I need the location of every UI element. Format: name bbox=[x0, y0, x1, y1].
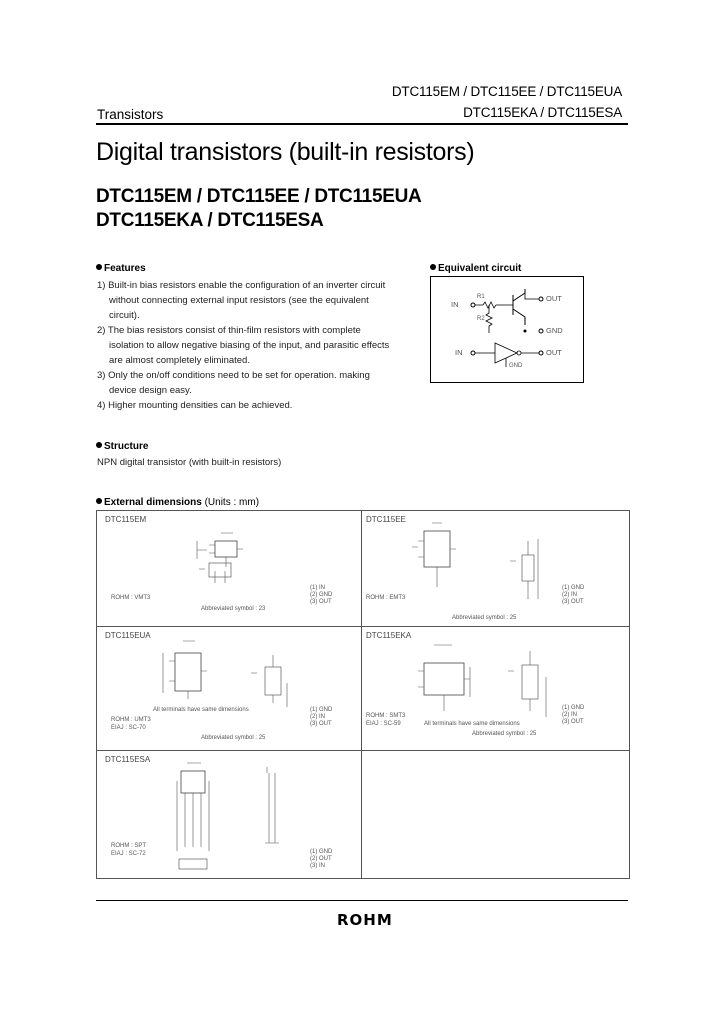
cell-pin-2: (2) GND bbox=[310, 592, 333, 598]
cell-pin-3: (3) OUT bbox=[562, 599, 584, 605]
dimension-cell-dtc115esa bbox=[97, 751, 361, 878]
feature-item: 4) Higher mounting densities can be achieved. bbox=[97, 400, 293, 411]
cell-package: ROHM : EMT3 bbox=[366, 595, 406, 601]
cell-eiaj: EIAJ : SC-59 bbox=[366, 721, 401, 727]
bullet-icon bbox=[96, 264, 102, 270]
category-label: Transistors bbox=[97, 107, 164, 122]
cell-pin-1: (1) GND bbox=[310, 849, 333, 855]
dimension-cell-dtc115em bbox=[97, 511, 361, 626]
cell-pin-2: (2) IN bbox=[562, 592, 577, 598]
part-numbers-line2: DTC115EKA / DTC115ESA bbox=[463, 105, 622, 120]
footer-rule bbox=[96, 900, 628, 901]
feature-item: 3) Only the on/off conditions need to be set for operation. making device design easy. bbox=[97, 370, 370, 396]
feature-item: 1) Built-in bias resistors enable the configuration of an inverter circuit without connecting external input resistors (see the equivalent circuit). bbox=[97, 280, 386, 321]
bullet-icon bbox=[96, 498, 102, 504]
circuit-label-gnd-inverter: GND bbox=[509, 363, 523, 369]
package-drawing-emt3 bbox=[362, 511, 629, 626]
structure-heading: Structure bbox=[96, 441, 148, 452]
dimensions-grid bbox=[96, 510, 630, 879]
cell-abbrev-symbol: Abbreviated symbol : 25 bbox=[472, 731, 537, 737]
cell-pin-1: (1) GND bbox=[562, 585, 585, 591]
circuit-label-out: OUT bbox=[546, 294, 562, 303]
features-heading: Features bbox=[96, 263, 146, 274]
page-title: Digital transistors (built-in resistors) bbox=[96, 138, 475, 166]
cell-pin-2: (2) IN bbox=[310, 714, 325, 720]
rohm-logo: ROHM bbox=[337, 911, 393, 929]
cell-pin-3: (3) OUT bbox=[562, 719, 584, 725]
header-rule bbox=[96, 123, 628, 125]
feature-item: 2) The bias resistors consist of thin-film resistors with complete isolation to allow negative biasing of the input, and parasitic effects are almost completely eliminated. bbox=[97, 325, 390, 366]
cell-eiaj: EIAJ : SC-70 bbox=[111, 725, 146, 731]
cell-pin-2: (2) OUT bbox=[310, 856, 332, 862]
circuit-label-in-inverter: IN bbox=[455, 348, 463, 357]
cell-eiaj: EIAJ : SC-72 bbox=[111, 851, 146, 857]
cell-note: All terminals have same dimensions bbox=[153, 707, 249, 713]
circuit-label-r2: R2 bbox=[477, 316, 485, 322]
cell-package: ROHM : SMT3 bbox=[366, 713, 406, 719]
dimension-cell-dtc115eka bbox=[362, 627, 629, 750]
cell-abbrev-symbol: Abbreviated symbol : 25 bbox=[452, 615, 517, 621]
circuit-label-gnd: GND bbox=[546, 326, 563, 335]
bullet-icon bbox=[96, 442, 102, 448]
cell-pin-3: (3) OUT bbox=[310, 721, 332, 727]
cell-pin-1: (1) GND bbox=[562, 705, 585, 711]
cell-part-name: DTC115ESA bbox=[105, 755, 151, 764]
features-list bbox=[97, 278, 397, 413]
equivalent-circuit-diagram bbox=[430, 276, 584, 383]
structure-text: NPN digital transistor (with built-in resistors) bbox=[97, 457, 282, 468]
cell-part-name: DTC115EUA bbox=[105, 631, 151, 640]
cell-package: ROHM : SPT bbox=[111, 843, 147, 849]
cell-note: All terminals have same dimensions bbox=[424, 721, 520, 727]
cell-part-name: DTC115EM bbox=[105, 515, 147, 524]
part-numbers-line1: DTC115EM / DTC115EE / DTC115EUA bbox=[391, 84, 622, 99]
cell-abbrev-symbol: Abbreviated symbol : 25 bbox=[201, 735, 266, 741]
circuit-label-in: IN bbox=[451, 300, 459, 309]
cell-pin-3: (3) IN bbox=[310, 863, 325, 869]
cell-part-name: DTC115EE bbox=[366, 515, 406, 524]
cell-pin-3: (3) OUT bbox=[310, 599, 332, 605]
equivalent-circuit-heading: Equivalent circuit bbox=[430, 263, 521, 274]
cell-pin-1: (1) IN bbox=[310, 585, 325, 591]
cell-pin-2: (2) IN bbox=[562, 712, 577, 718]
dimensions-heading: External dimensions (Units : mm) bbox=[96, 497, 259, 508]
cell-package: ROHM : VMT3 bbox=[111, 595, 151, 601]
cell-package: ROHM : UMT3 bbox=[111, 717, 151, 723]
subtitle-line2: DTC115EKA / DTC115ESA bbox=[96, 210, 324, 231]
cell-pin-1: (1) GND bbox=[310, 707, 333, 713]
subtitle-line1: DTC115EM / DTC115EE / DTC115EUA bbox=[96, 186, 422, 207]
dimension-cell-dtc115eua bbox=[97, 627, 361, 750]
dimension-cell-dtc115ee bbox=[362, 511, 629, 626]
cell-part-name: DTC115EKA bbox=[366, 631, 412, 640]
circuit-label-out-inverter: OUT bbox=[546, 348, 562, 357]
cell-abbrev-symbol: Abbreviated symbol : 23 bbox=[201, 606, 266, 612]
circuit-label-r1: R1 bbox=[477, 294, 485, 300]
bullet-icon bbox=[430, 264, 436, 270]
